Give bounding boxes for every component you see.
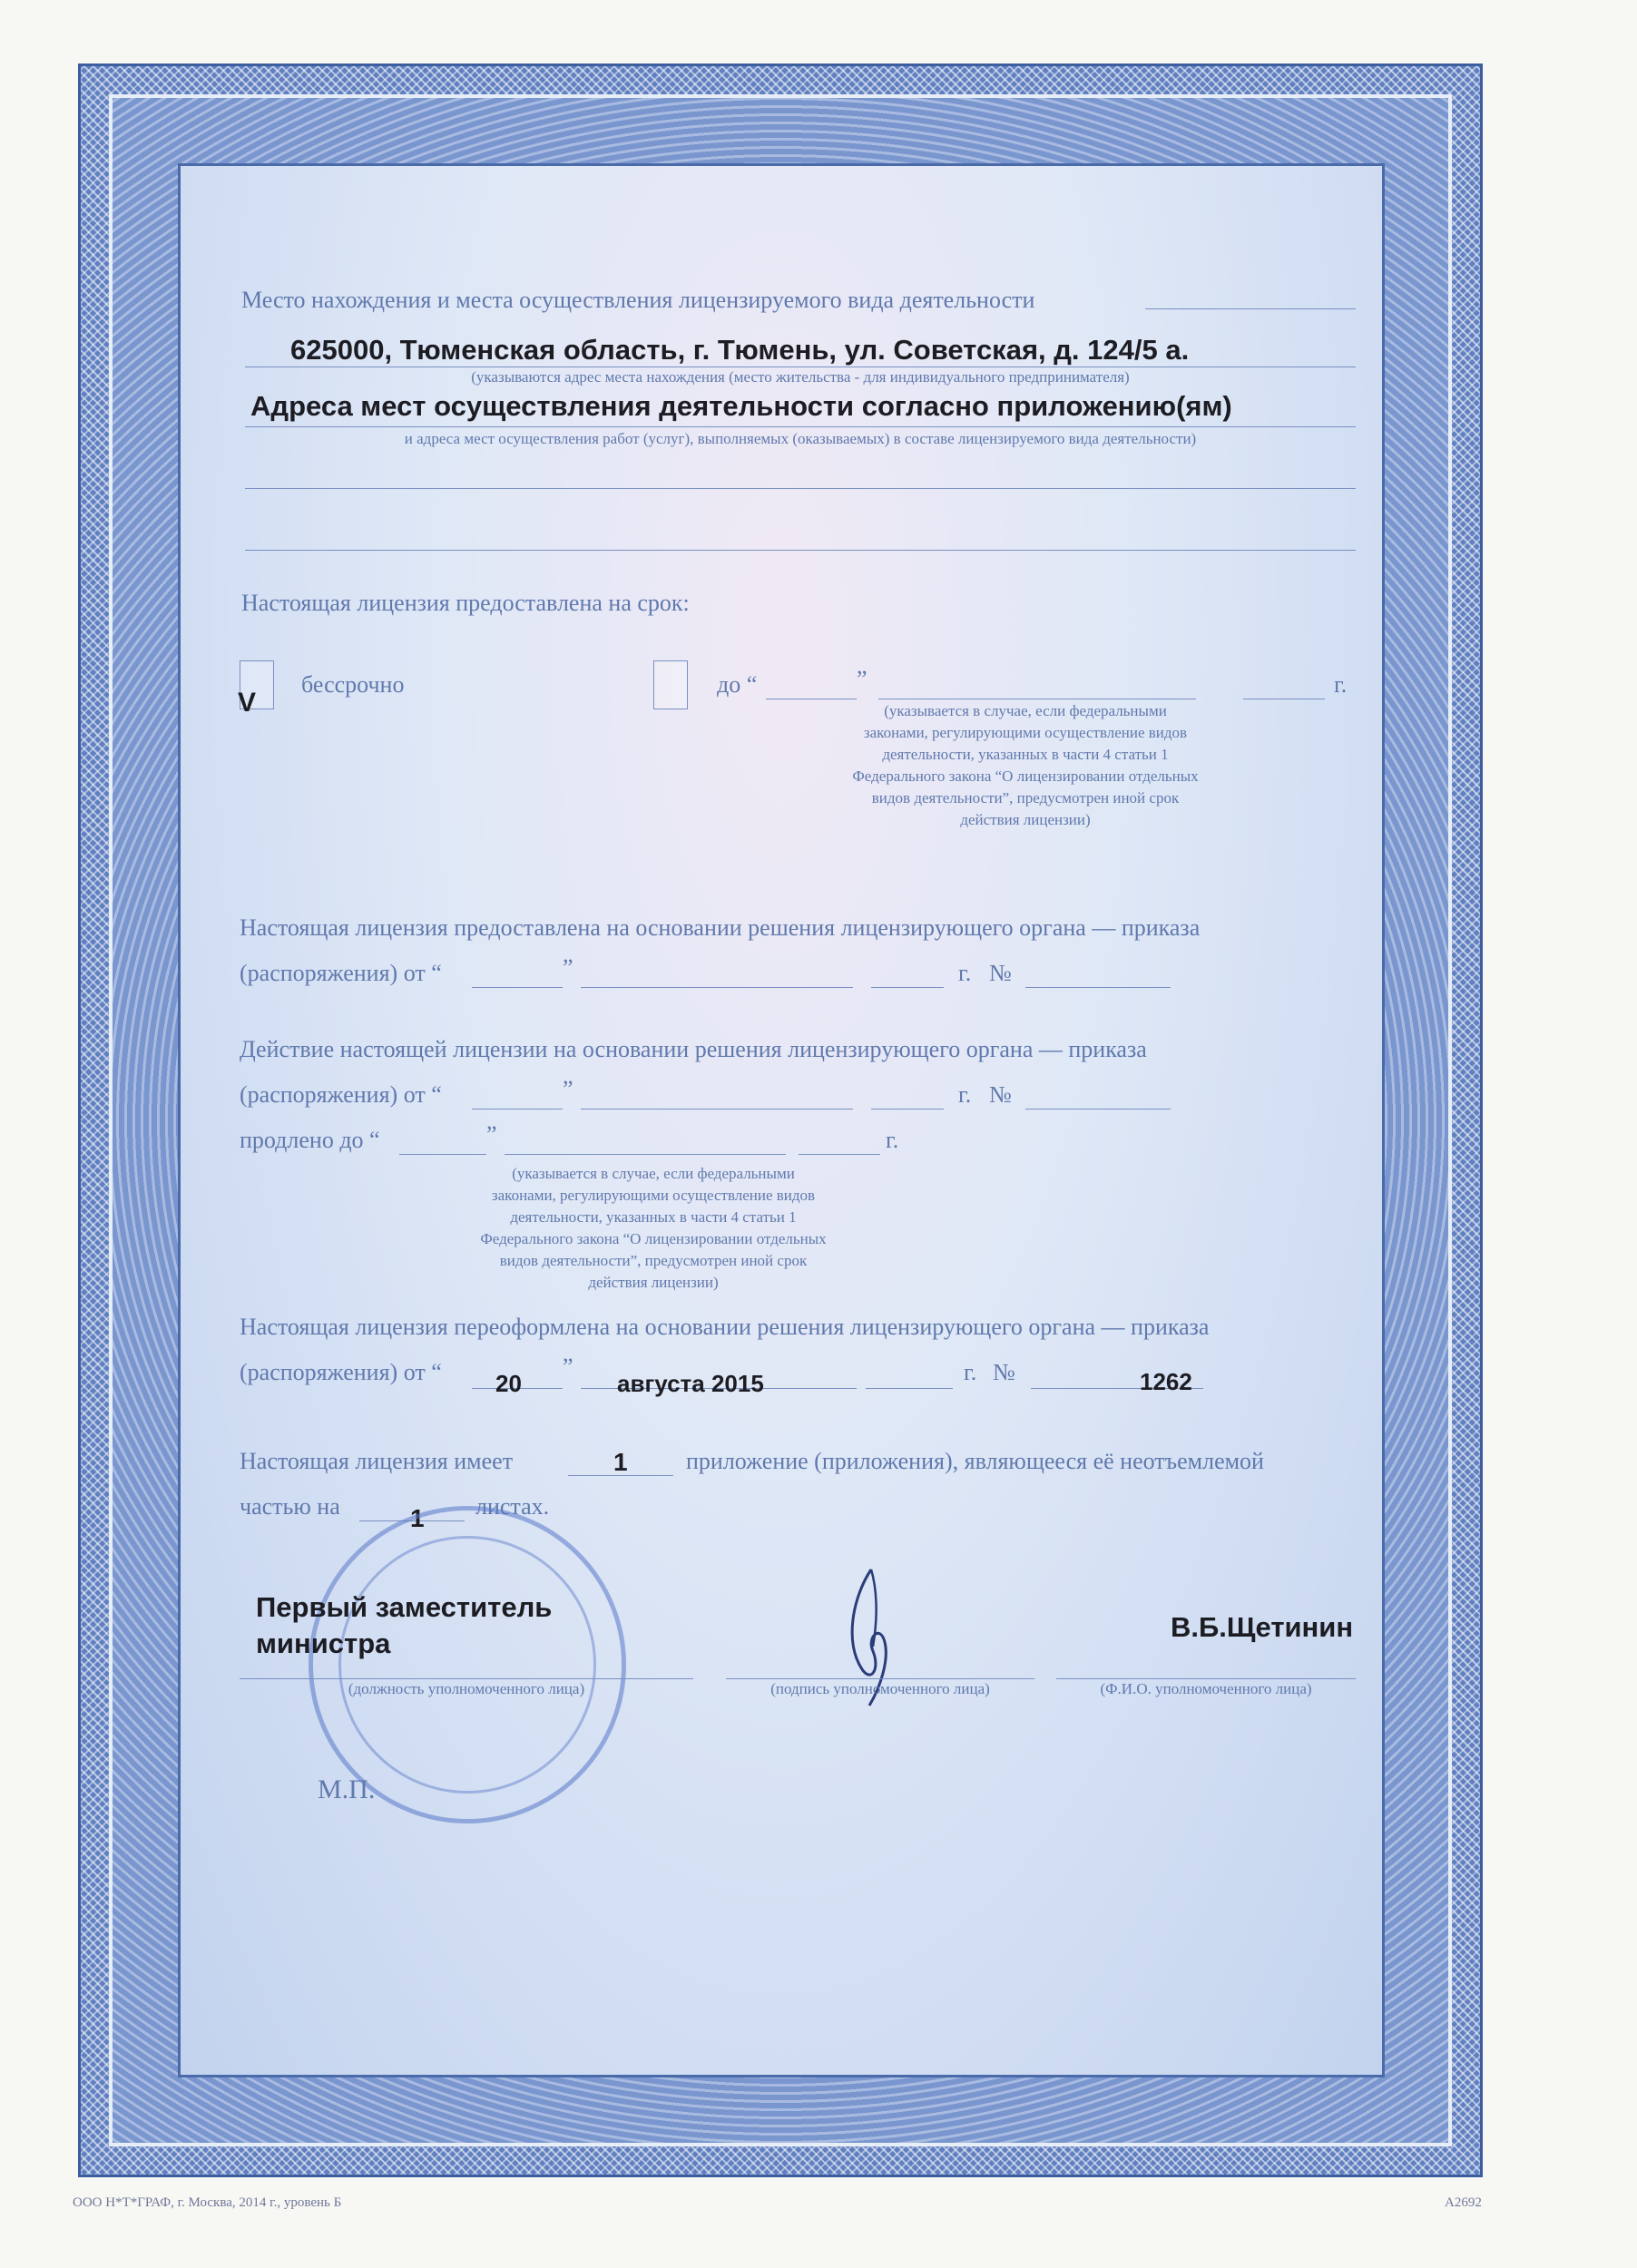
reissue-number: 1262 [1140,1368,1192,1395]
extended-prefix: продлено до “ [240,1127,380,1153]
extension-note-line: действия лицензии) [588,1274,719,1291]
reissue-quote-close: ” [563,1354,573,1380]
basis-number-line [1025,987,1171,988]
term-note-line: Федерального закона “О лицензировании отдельных [852,767,1199,785]
term-note-line: действия лицензии) [960,811,1091,828]
extension-line2-prefix: (распоряжения) от “ [240,1081,442,1108]
indefinite-label: бессрочно [301,671,405,698]
reissue-month-year: августа 2015 [617,1370,764,1397]
seal-place-label: М.П. [318,1774,376,1804]
location-line [1145,308,1356,309]
extension-note-line: деятельности, указанных в части 4 статьи 1 [510,1208,797,1226]
position-line [240,1678,693,1679]
places-line [245,426,1356,427]
extension-note [426,1163,880,1294]
form-code: А2692 [1445,2195,1482,2210]
basis-line2-prefix: (распоряжения) от “ [240,960,442,986]
extension-year-suffix: г. [958,1081,972,1108]
term-note-line: законами, регулирующими осуществление видов [863,724,1188,741]
location-label: Место нахождения и места осуществления лицензируемого вида деятельности [241,287,1035,313]
signature-hint: (подпись уполномоченного лица) [770,1680,990,1697]
blank-line-1 [245,488,1356,489]
reissue-line2-prefix: (распоряжения) от “ [240,1359,442,1385]
blank-line-2 [245,550,1356,551]
extension-note-line: (указывается в случае, если федеральными [512,1165,795,1182]
extension-quote-close: ” [563,1076,573,1102]
basis-month-line [581,987,853,988]
address-value: 625000, Тюменская область, г. Тюмень, ул. Советская, д. 124/5 а. [290,334,1190,366]
name-hint: (Ф.И.О. уполномоченного лица) [1100,1680,1312,1697]
extended-year-suffix: г. [886,1127,899,1153]
appendix-count: 1 [613,1448,628,1476]
position-hint: (должность уполномоченного лица) [348,1680,585,1697]
appendix-line1-prefix: Настоящая лицензия имеет [240,1448,514,1474]
reissue-number-sign: № [993,1359,1015,1385]
term-note [799,700,1252,831]
appendix-sheets: 1 [410,1504,425,1532]
signature-line [726,1678,1034,1679]
basis-year-suffix: г. [958,960,972,986]
extended-day-line [399,1154,486,1155]
basis-day-line [472,987,563,988]
appendix-line2-suffix: листах. [475,1493,550,1520]
reissue-year-line [866,1388,953,1389]
extension-number-sign: № [989,1081,1012,1108]
appendix-line2-prefix: частью на [240,1493,340,1520]
until-year-suffix: г. [1334,671,1348,698]
reissue-line1: Настоящая лицензия переоформлена на основании решения лицензирующего органа — приказа [240,1314,1210,1340]
extension-note-line: законами, регулирующими осуществление видов [491,1187,816,1204]
extension-line1: Действие настоящей лицензии на основании решения лицензирующего органа — приказа [240,1036,1147,1062]
basis-quote-close: ” [563,954,573,981]
until-prefix: до “ [717,671,758,698]
reissue-year-suffix: г. [964,1359,977,1385]
term-note-line: видов деятельности”, предусмотрен иной срок [871,789,1180,807]
appendix-line1-suffix: приложение (приложения), являющееся её неотъемлемой [686,1448,1264,1474]
places-value: Адреса мест осуществления деятельности согласно приложению(ям) [250,390,1232,422]
extended-year-line [799,1154,880,1155]
extension-note-line: Федерального закона “О лицензировании отдельных [480,1230,827,1247]
signer-name: В.Б.Щетинин [1171,1611,1354,1643]
extension-note-line: видов деятельности”, предусмотрен иной срок [499,1252,808,1269]
basis-year-line [871,987,944,988]
name-line [1056,1678,1356,1679]
extended-month-line [505,1154,786,1155]
signer-position [256,1589,552,1662]
basis-number-sign: № [989,960,1012,986]
extended-quote-close: ” [486,1121,497,1148]
extension-year-line [871,1109,944,1110]
extension-number-line [1025,1109,1171,1110]
check-mark: V [238,688,257,718]
signer-position-line: Первый заместитель [256,1591,553,1623]
extension-day-line [472,1109,563,1110]
places-hint: и адреса мест осуществления работ (услуг), выполняемых (оказываемых) в составе лицензируемого вида деятельности) [404,430,1197,447]
until-quote-close: ” [857,666,868,692]
extension-month-line [581,1109,853,1110]
printer-info: ООО Н*Т*ГРАФ, г. Москва, 2014 г., уровень Б [73,2195,342,2210]
signer-position-line: министра [256,1628,391,1659]
basis-line1: Настоящая лицензия предоставлена на основании решения лицензирующего органа — приказа [240,914,1201,941]
reissue-day: 20 [495,1370,522,1397]
term-note-line: (указывается в случае, если федеральными [884,702,1167,719]
term-label: Настоящая лицензия предоставлена на срок: [241,590,690,616]
until-checkbox [653,660,688,709]
address-hint: (указываются адрес места нахождения (место жительства - для индивидуального предпринимателя) [471,368,1130,386]
term-note-line: деятельности, указанных в части 4 статьи 1 [882,746,1169,763]
